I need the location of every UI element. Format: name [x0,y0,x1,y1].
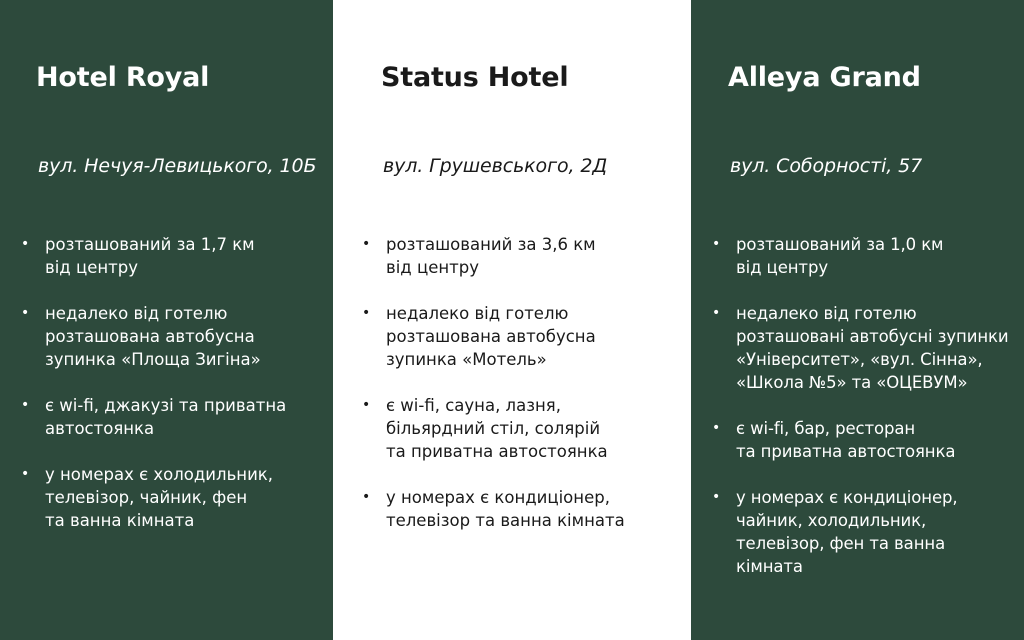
feature-text-line: у номерах є кондиціонер, [736,488,958,507]
bullet-icon: • [362,236,371,252]
feature-text-line: зупинка «Площа Зигіна» [45,350,261,369]
feature-text-line: є wi-fi, сауна, лазня, [386,396,561,415]
feature-item [712,486,1009,578]
feature-item [362,486,625,532]
hotel-address: вул. Соборності, 57 [730,155,923,177]
feature-text-line: кімната [736,557,803,576]
feature-item [712,302,1009,394]
feature-text-line: розташовані автобусні зупинки [736,327,1009,346]
feature-text-line: від центру [386,258,479,277]
bullet-icon: • [712,420,721,436]
feature-text-line: телевізор, фен та ванна [736,534,946,553]
hotel-address: вул. Грушевського, 2Д [383,155,608,177]
bullet-icon: • [21,236,30,252]
feature-text-line: розташована автобусна [386,327,596,346]
feature-item [712,233,1009,279]
feature-text-line: «Школа №5» та «ОЦЕВУМ» [736,373,968,392]
hotel-card-royal [0,0,333,640]
feature-text-line: та ванна кімната [45,511,195,530]
feature-text-line: недалеко від готелю [45,304,228,323]
feature-text-line: зупинка «Мотель» [386,350,547,369]
hotel-title: Alleya Grand [728,62,921,93]
bullet-icon: • [712,489,721,505]
feature-list [21,233,286,555]
feature-text-line: від центру [736,258,828,277]
feature-list [712,233,1009,601]
feature-text-line: телевізор, чайник, фен [45,488,248,507]
bullet-icon: • [362,305,371,321]
feature-text-line: більярдний стіл, солярій [386,419,601,438]
hotel-card-status [333,0,691,640]
feature-text-line: «Університет», «вул. Сінна», [736,350,983,369]
feature-text-line: у номерах є холодильник, [45,465,274,484]
feature-text-line: телевізор та ванна кімната [386,511,625,530]
feature-item [21,302,286,371]
feature-text-line: чайник, холодильник, [736,511,927,530]
feature-text-line: розташована автобусна [45,327,255,346]
feature-text-line: від центру [45,258,138,277]
feature-text-line: недалеко від готелю [386,304,569,323]
feature-text-line: розташований за 1,0 км [736,235,944,254]
bullet-icon: • [21,397,30,413]
feature-item [362,233,625,279]
hotel-title: Hotel Royal [36,62,210,93]
feature-item [712,417,1009,463]
feature-list [362,233,625,555]
feature-text-line: недалеко від готелю [736,304,917,323]
hotel-card-alleya-grand [691,0,1024,640]
hotel-title: Status Hotel [381,62,569,93]
feature-text-line: та приватна автостоянка [736,442,956,461]
feature-text-line: розташований за 3,6 км [386,235,596,254]
bullet-icon: • [362,397,371,413]
feature-text-line: є wi-fi, джакузі та приватна [45,396,287,415]
bullet-icon: • [21,466,30,482]
feature-item [362,394,625,463]
feature-item [21,463,286,532]
feature-item [21,394,286,440]
feature-text-line: автостоянка [45,419,155,438]
bullet-icon: • [21,305,30,321]
feature-item [21,233,286,279]
feature-text-line: розташований за 1,7 км [45,235,255,254]
hotel-address: вул. Нечуя-Левицького, 10Б [38,155,317,177]
bullet-icon: • [712,236,721,252]
bullet-icon: • [712,305,721,321]
bullet-icon: • [362,489,371,505]
feature-text-line: у номерах є кондиціонер, [386,488,610,507]
feature-text-line: є wi-fi, бар, ресторан [736,419,916,438]
feature-text-line: та приватна автостоянка [386,442,608,461]
feature-item [362,302,625,371]
